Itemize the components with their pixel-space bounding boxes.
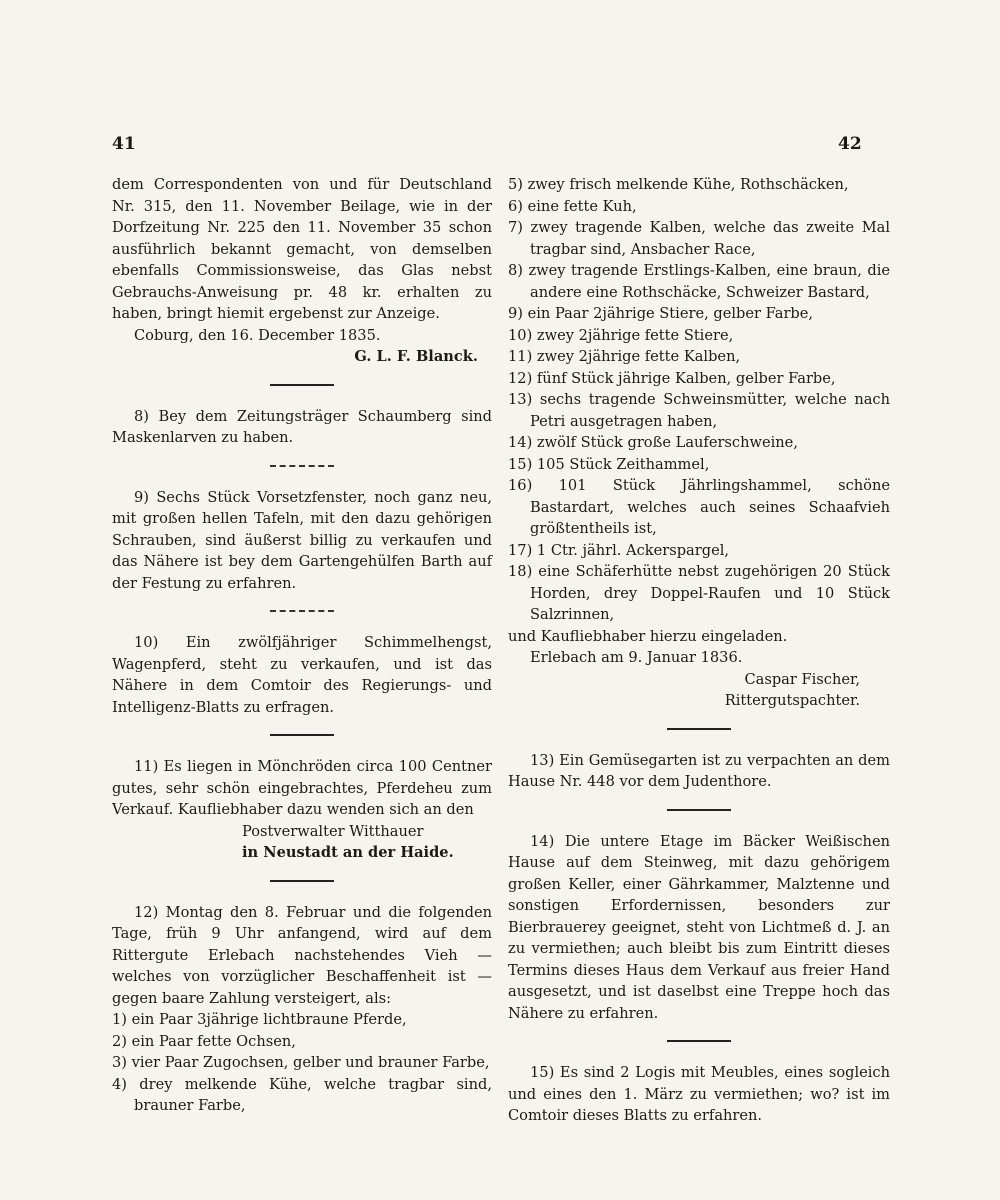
notice-13: 13) Ein Gemüsegarten ist zu verpachten an dem Hause Nr. 448 vor dem Judenthore. [508,751,890,790]
list-item: 2) ein Paar fette Ochsen, [112,1032,296,1050]
list-item: 11) zwey 2jährige fette Kalben, [508,348,741,365]
separator [270,384,334,386]
notice-11-address-line-1: Postverwalter Witthauer [242,822,424,840]
notice-8: 8) Bey dem Zeitungsträger Schaumberg sind Maskenlarven zu haben. [112,407,492,446]
notice-14: 14) Die untere Etage im Bäcker Weißischen Hause auf dem Steinweg, mit dazu gehörigem großen Keller, einer Gährkammer, Malztenne und sonstigen Erfordernissen, besonders zur Bierbrauerey geeignet, steht von Lichtmeß d. J. an zu vermiethen; auch bleibt bis zum Eintritt dieses Termins dieses Haus dem Verkauf aus freier Hand ausgesetzt, und ist daselbst eine Treppe hoch das Nähere zu erfahren. [508,832,890,1022]
place-date: Erlebach am 9. Januar 1836. [530,649,743,666]
separator [270,880,334,882]
list-item: 3) vier Paar Zugochsen, gelber und brauner Farbe, [112,1054,490,1071]
separator [270,734,334,736]
list-item: 17) 1 Ctr. jährl. Ackerspargel, [508,541,730,559]
separator [270,610,334,612]
signature: G. L. F. Blanck. [354,348,478,365]
left-column [112,174,492,1117]
list-item: 7) zwey tragende Kalben, welche das zweite Mal tragbar sind, Ansbacher Race, [508,219,890,258]
list-item: 15) 105 Stück Zeithammel, [508,455,710,473]
notice-10: 10) Ein zwölfjähriger Schimmelhengst, Wagenpferd, steht zu verkaufen, und ist das Nähere in dem Comtoir des Regierungs- und Intelligenz-Blatts zu erfragen. [112,634,492,716]
list-item: 6) eine fette Kuh, [508,197,637,215]
list-item: 9) ein Paar 2jährige Stiere, gelber Farbe, [508,305,814,322]
page-number-left: 41 [112,134,136,154]
separator [667,728,731,730]
place-date: Coburg, den 16. December 1835. [134,326,381,344]
list-item: 5) zwey frisch melkende Kühe, Rothschäcken, [508,176,849,193]
list-item: 10) zwey 2jährige fette Stiere, [508,326,734,344]
notice-15: 15) Es sind 2 Logis mit Meubles, eines sogleich und eines den 1. März zu vermiethen; wo? ist im Comtoir dieses Blatts zu erfahren. [508,1064,890,1124]
list-item: 12) fünf Stück jährige Kalben, gelber Farbe, [508,369,836,387]
separator [667,1040,731,1042]
list-item: 4) drey melkende Kühe, welche tragbar sind, brauner Farbe, [112,1075,492,1114]
list-item: 18) eine Schäferhütte nebst zugehörigen 20 Stück Horden, drey Doppel-Raufen und 10 Stück Salzrinnen, [508,563,890,623]
notice-11-address-line-2: in Neustadt an der Haide. [242,844,454,861]
notice-continued: dem Correspondenten von und für Deutschland Nr. 315, den 11. November Beilage, wie in der Dorfzeitung Nr. 225 den 11. November 35 schon ausführlich bekannt gemacht, von demselben ebenfalls Commissionsweise, das Glas nebst Gebrauchs-Anweisung pr. 48 kr. erhalten zu haben, bringt hiemit ergebenst zur Anzeige. [112,176,492,322]
notice-12-close: und Kaufliebhaber hierzu eingeladen. [508,627,788,645]
notice-11: 11) Es liegen in Mönchröden circa 100 Centner gutes, sehr schön eingebrachtes, Pferdeheu zum Verkauf. Kaufliebhaber dazu wenden sich an den [112,758,492,818]
signature-name: Caspar Fischer, [744,670,860,688]
notice-9: 9) Sechs Stück Vorsetzfenster, noch ganz neu, mit großen hellen Tafeln, mit den dazu gehörigen Schrauben, sind äußerst billig zu verkaufen und das Nähere ist bey dem Gartengehülfen Barth auf der Festung zu erfahren. [112,488,492,592]
right-column [508,174,890,1127]
list-item: 13) sechs tragende Schweinsmütter, welche nach Petri ausgetragen haben, [508,391,890,430]
separator [667,809,731,811]
notice-12-intro: 12) Montag den 8. Februar und die folgenden Tage, früh 9 Uhr anfangend, wird auf dem Rittergute Erlebach nachstehendes Vieh — welches von vorzüglicher Beschaffenheit ist — gegen baare Zahlung versteigert, als: [112,903,492,1007]
list-item: 1) ein Paar 3jährige lichtbraune Pferde, [112,1011,407,1028]
signature-title: Rittergutspachter. [724,692,860,709]
list-item: 8) zwey tragende Erstlings-Kalben, eine braun, die andere eine Rothschäcke, Schweizer Bastard, [508,262,890,301]
list-item: 14) zwölf Stück große Lauferschweine, [508,434,798,451]
separator [270,465,334,467]
page-number-right: 42 [838,134,862,154]
list-item: 16) 101 Stück Jährlingshammel, schöne Bastardart, welches auch seines Schaafvieh größtentheils ist, [508,477,890,537]
